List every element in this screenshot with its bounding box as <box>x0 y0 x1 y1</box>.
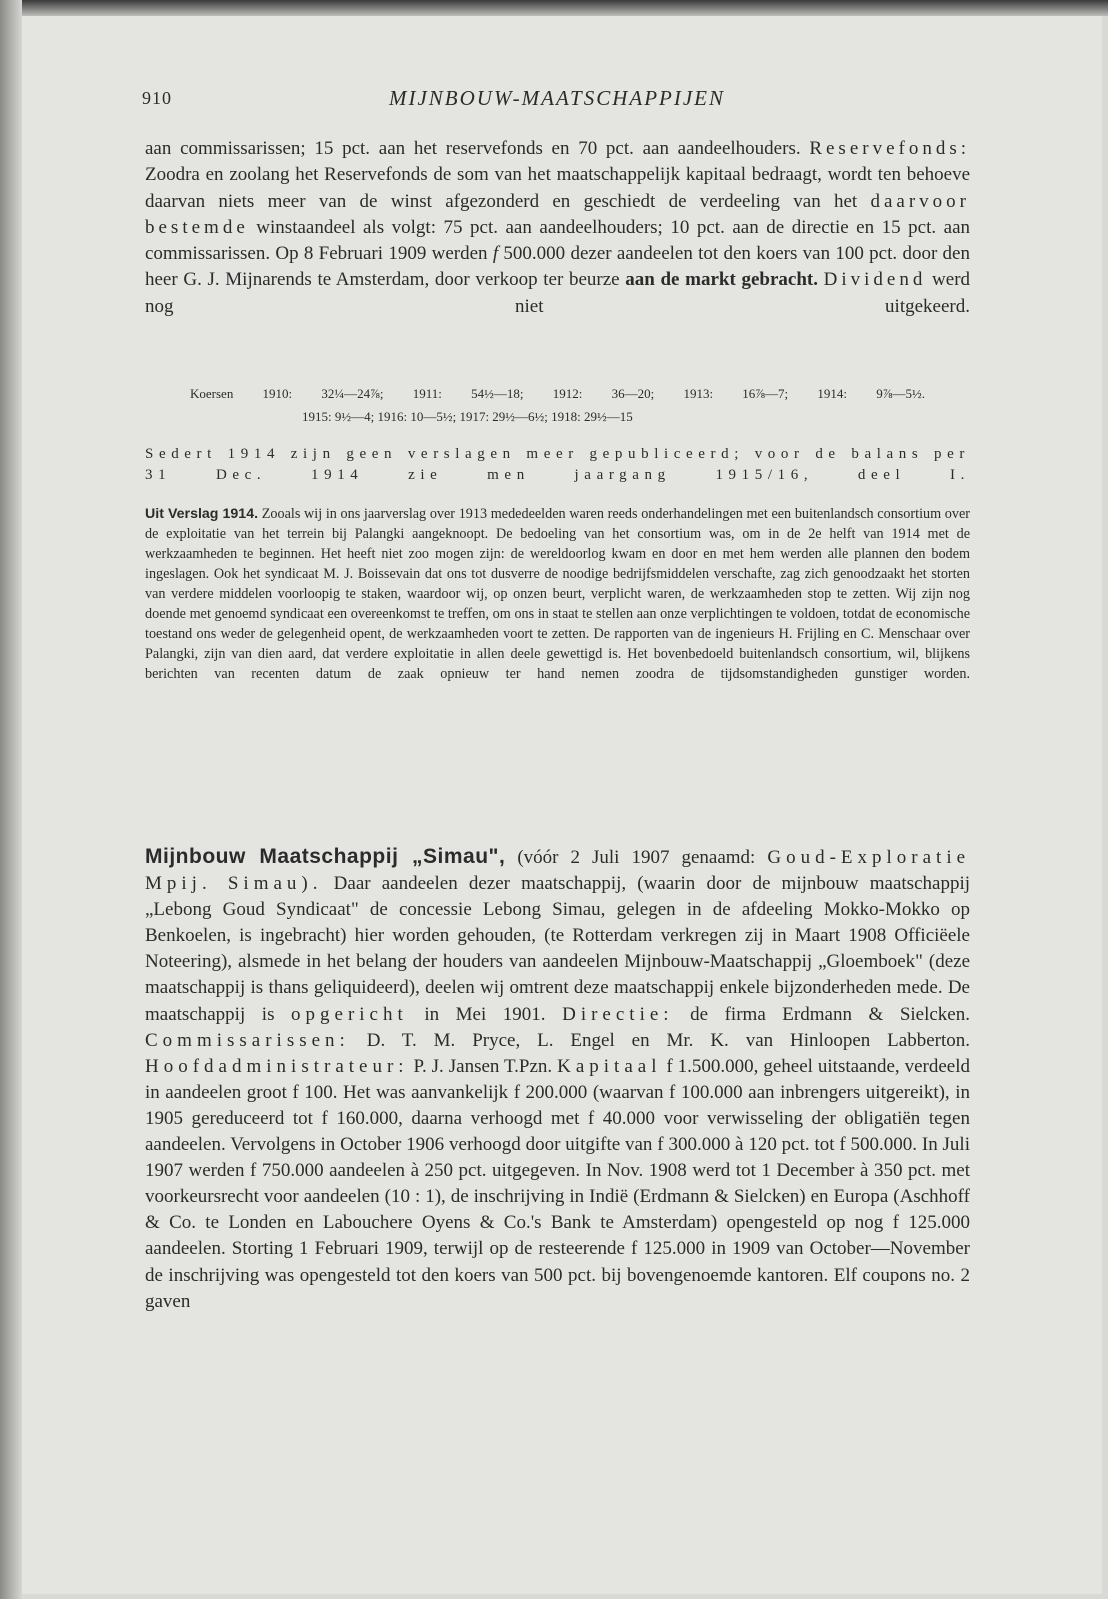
text-run: Zoodra en zoolang het Reservefonds de som van het maatschappelijk kapitaal bedraagt, wordt ten behoeve daarvan niets meer van de winst afgezonderd en geschiedt de verdeeling van het <box>145 164 970 212</box>
spaced-heading-hoofdadministrateur: Hoofdadministrateur: <box>145 1055 409 1077</box>
text-run: winstaandeel als volgt: 75 pct. aan aandeelhouders; 10 pct. aan de directie en 15 pct. aan commissarissen. Op 8 Februari 1909 werden <box>145 216 971 265</box>
running-title: MIJNBOUW-MAATSCHAPPIJEN <box>388 86 726 110</box>
spaced-heading-directie: Directie: <box>562 1003 674 1025</box>
text-run: D. T. M. Pryce, L. Engel en Mr. K. van Hinloopen Labberton. <box>366 1029 971 1051</box>
florin-sign: f <box>492 243 499 265</box>
spaced-term: opgericht <box>291 1003 408 1025</box>
text-run: (vóór 2 Juli 1907 genaamd: <box>517 847 756 868</box>
report-excerpt <box>145 504 970 684</box>
spaced-heading-reservefonds: Reservefonds: <box>809 138 971 159</box>
text-run: P. J. Jansen T.Pzn. <box>413 1055 553 1077</box>
spaced-former-name: Goud-Exploratie Mpij. Simau). <box>145 847 971 895</box>
text-run: 500.000 dezer aandeelen tot den koers van 100 pct. door den heer G. J. Mijnarends te Amsterdam, door verkoop ter beurze <box>145 243 970 291</box>
quotes-line: 1915: 9½—4; 1916: 10—5½; 1917: 29½—6½; 1918: 29½—15 <box>302 409 633 424</box>
text-run: in Mei 1901. <box>424 1003 546 1025</box>
text-run: Daar aandeelen dezer maatschappij, (waarin door de mijnbouw maatschappij „Lebong Goud Syndicaat" de concessie Lebong Simau, gelegen in de afdeeling Mokko-Mokko op Benkoelen, is ingebracht) hier worden gehouden, (te Rotterdam verkregen zij in Maart 1908 Officiëele Noteering), alsmede in het belang der houders van aandeelen Mijnbouw-Maatschappij „Gloemboek" (deze maatschappij is thans geliquideerd), deelen wij omtrent deze maatschappij enkele bijzonderheden mede. De maatschappij is <box>145 873 971 1025</box>
scan-top-edge <box>0 0 1108 16</box>
text-run: werd nog niet uitgekeerd. <box>145 269 971 317</box>
scan-left-edge <box>0 0 22 1599</box>
text-run: f 1.500.000, geheel uitstaande, verdeeld in aandeelen groot f 100. Het was aanvankelijk f 200.000 (waarvan f 100.000 aan inbrengers uitgereikt), in 1905 gereduceerd tot f 160.000, daarna verhoogd met f 40.000 voor verwisseling der obligatiën tegen aandeelen. Vervolgens in October 1906 verhoogd door uitgifte van f 300.000 à 120 pct. tot f 500.000. In Juli 1907 werden f 750.000 aandeelen à 250 pct. uitgegeven. In Nov. 1908 werd tot 1 December à 350 pct. met voorkeursrecht voor aandeelen (10 : 1), de inschrijving in Indië (Erdmann & Sielcken) en Europa (Aschhoff & Co. te Londen en Labouchere Oyens & Co.'s Bank te Amsterdam) opengesteld op nog f 125.000 aandeelen. Storting 1 Februari 1909, terwijl op de resteerende f 125.000 in 1909 van October—November de inschrijving was opengesteld tot den koers van 500 pct. bij bovengenoemde kantoren. Elf coupons no. 2 gaven <box>145 1055 970 1312</box>
price-quotes <box>190 382 925 428</box>
text-run: aan commissarissen; 15 pct. aan het reservefonds en 70 pct. aan aandeelhouders. <box>145 138 801 159</box>
text-run: de firma Erdmann & Sielcken. <box>690 1003 970 1025</box>
report-label: Uit Verslag 1914. <box>145 506 259 522</box>
paragraph-dividend-rules <box>145 136 970 320</box>
quotes-line: Koersen 1910: 32¼—24⅞; 1911: 54½—18; 1912: 36—20; 1913: 16⅞—7; 1914: 9⅞—5½. <box>190 386 925 401</box>
page-number: 910 <box>142 88 172 108</box>
spaced-term: daarvoor bestemde <box>145 190 970 238</box>
spaced-heading-kapitaal: Kapitaal <box>557 1055 662 1077</box>
page-header <box>142 86 972 118</box>
spaced-heading-dividend: Dividend <box>823 269 927 291</box>
bold-text-run: aan de markt gebracht. <box>625 269 818 291</box>
report-text: Zooals wij in ons jaarverslag over 1913 mededeelden waren reeds onderhandelingen met een buitenlandsch consortium over de exploitatie van het terrein bij Palangki aangeknoopt. De bedoeling van het consortium was, om in de 2e helft van 1914 met de werkzaamheden te beginnen. Het heeft niet zoo mogen zijn: de wereldoorlog kwam en door en met hem werden alle plannen den bodem ingeslagen. Ook het syndicaat M. J. Boissevain dat ons tot dusverre de noodige bedrijfsmiddelen verschafte, zag zich genoodzaakt het storten van verdere middelen voorloopig te staken, waardoor wij, op onzen beurt, verplicht waren, de werkzaamheden stop te zetten. Wij zijn nog doende met genoemd syndicaat een overeenkomst te treffen, om ons in staat te stellen aan onze verplichtingen te voldoen, totdat de economische toestand ons weder de gelegenheid opent, de werkzaamheden voort te zetten. De rapporten van de ingenieurs H. Frijling en C. Menschaar over Palangki, zijn van dien aard, dat verdere exploitatie in allen deele gewettigd is. Het bovenbedoeld buitenlandsch consortium, wil, blijkens berichten van recenten datum de zaak opnieuw ter hand nemen zoodra de tijdsomstandigheden gunstiger worden. <box>145 506 971 682</box>
company-name: Mijnbouw Maatschappij „Simau", <box>145 845 506 868</box>
paragraph-simau <box>145 844 970 1315</box>
spaced-heading-commissarissen: Commissarissen: <box>145 1029 350 1051</box>
no-reports-note: Sedert 1914 zijn geen verslagen meer gepubliceerd; voor de balans per 31 Dec. 1914 zie men jaargang 1915/16, deel I. <box>145 446 970 483</box>
